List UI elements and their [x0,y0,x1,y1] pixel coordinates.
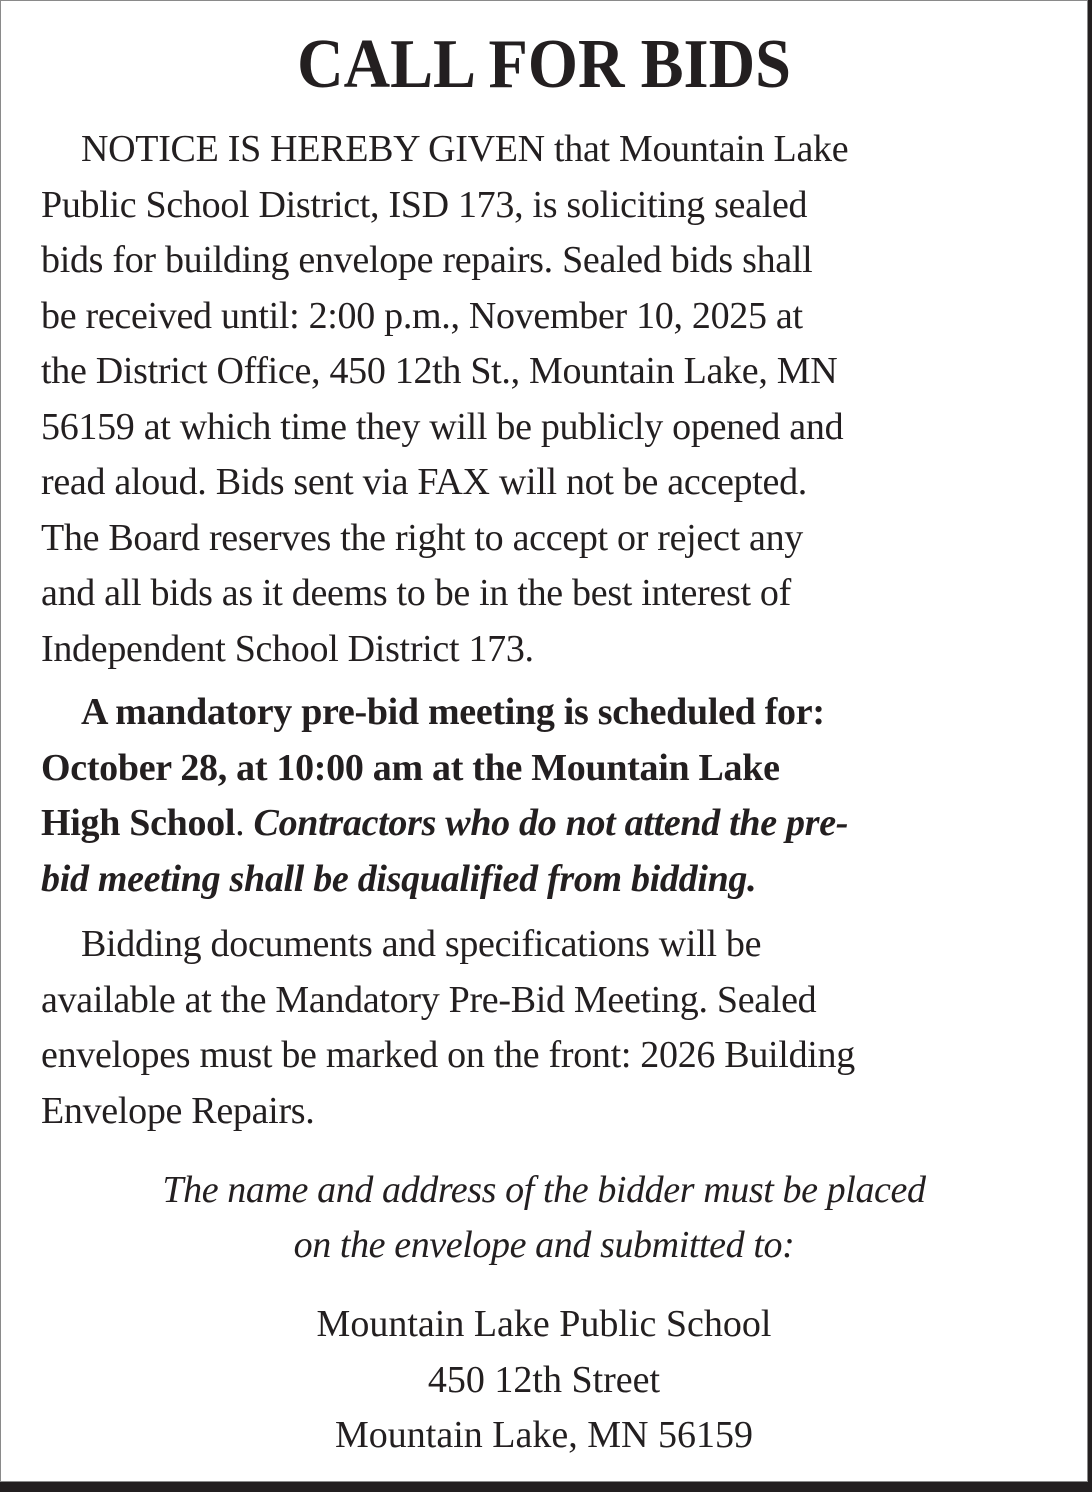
pre-bid-meeting-paragraph [41,685,1051,907]
paragraph-line: 56159 at which time they will be publicly opened and [41,405,844,448]
paragraph-line [41,796,1051,852]
bidding-documents-paragraph [41,917,1051,1139]
submission-address [1,1297,1087,1464]
notice-paragraph [41,122,1051,677]
paragraph-line: October 28, at 10:00 am at the Mountain Lake [41,746,780,789]
paragraph-line: Public School District, ISD 173, is soliciting sealed [41,183,808,226]
disqualification-warning: Contractors who do not attend the pre- [244,802,849,844]
paragraph-line: Independent School District 173. [41,627,534,670]
paragraph-line: A mandatory pre-bid meeting is scheduled for: [81,691,825,733]
instruction-line: on the envelope and submitted to: [293,1224,795,1266]
address-name: Mountain Lake Public School [316,1303,772,1345]
disqualification-warning: bid meeting shall be disqualified from bidding. [41,857,757,900]
address-street: 450 12th Street [427,1358,661,1401]
paragraph-line: NOTICE IS HEREBY GIVEN that Mountain Lake [81,128,849,170]
paragraph-line: available at the Mandatory Pre-Bid Meeting. Sealed [41,978,817,1021]
address-city: Mountain Lake, MN 56159 [335,1414,753,1456]
paragraph-line: Envelope Repairs. [41,1089,315,1132]
paragraph-line: be received until: 2:00 p.m., November 10, 2025 at [41,294,803,337]
paragraph-line: read aloud. Bids sent via FAX will not be accepted. [41,461,807,503]
period: . [235,802,245,844]
paragraph-line: envelopes must be marked on the front: 2026 Building [41,1034,855,1076]
paragraph-line: Bidding documents and specifications will be [81,923,762,965]
notice-title: CALL FOR BIDS [297,26,791,103]
submission-instructions [1,1163,1087,1273]
paragraph-line: the District Office, 450 12th St., Mountain Lake, MN [41,350,838,392]
paragraph-line: The Board reserves the right to accept or reject any [41,516,803,559]
paragraph-line: bids for building envelope repairs. Sealed bids shall [41,239,813,281]
meeting-location: High School [41,802,236,844]
paragraph-line: and all bids as it deems to be in the best interest of [41,572,791,614]
instruction-line: The name and address of the bidder must be placed [162,1169,926,1211]
